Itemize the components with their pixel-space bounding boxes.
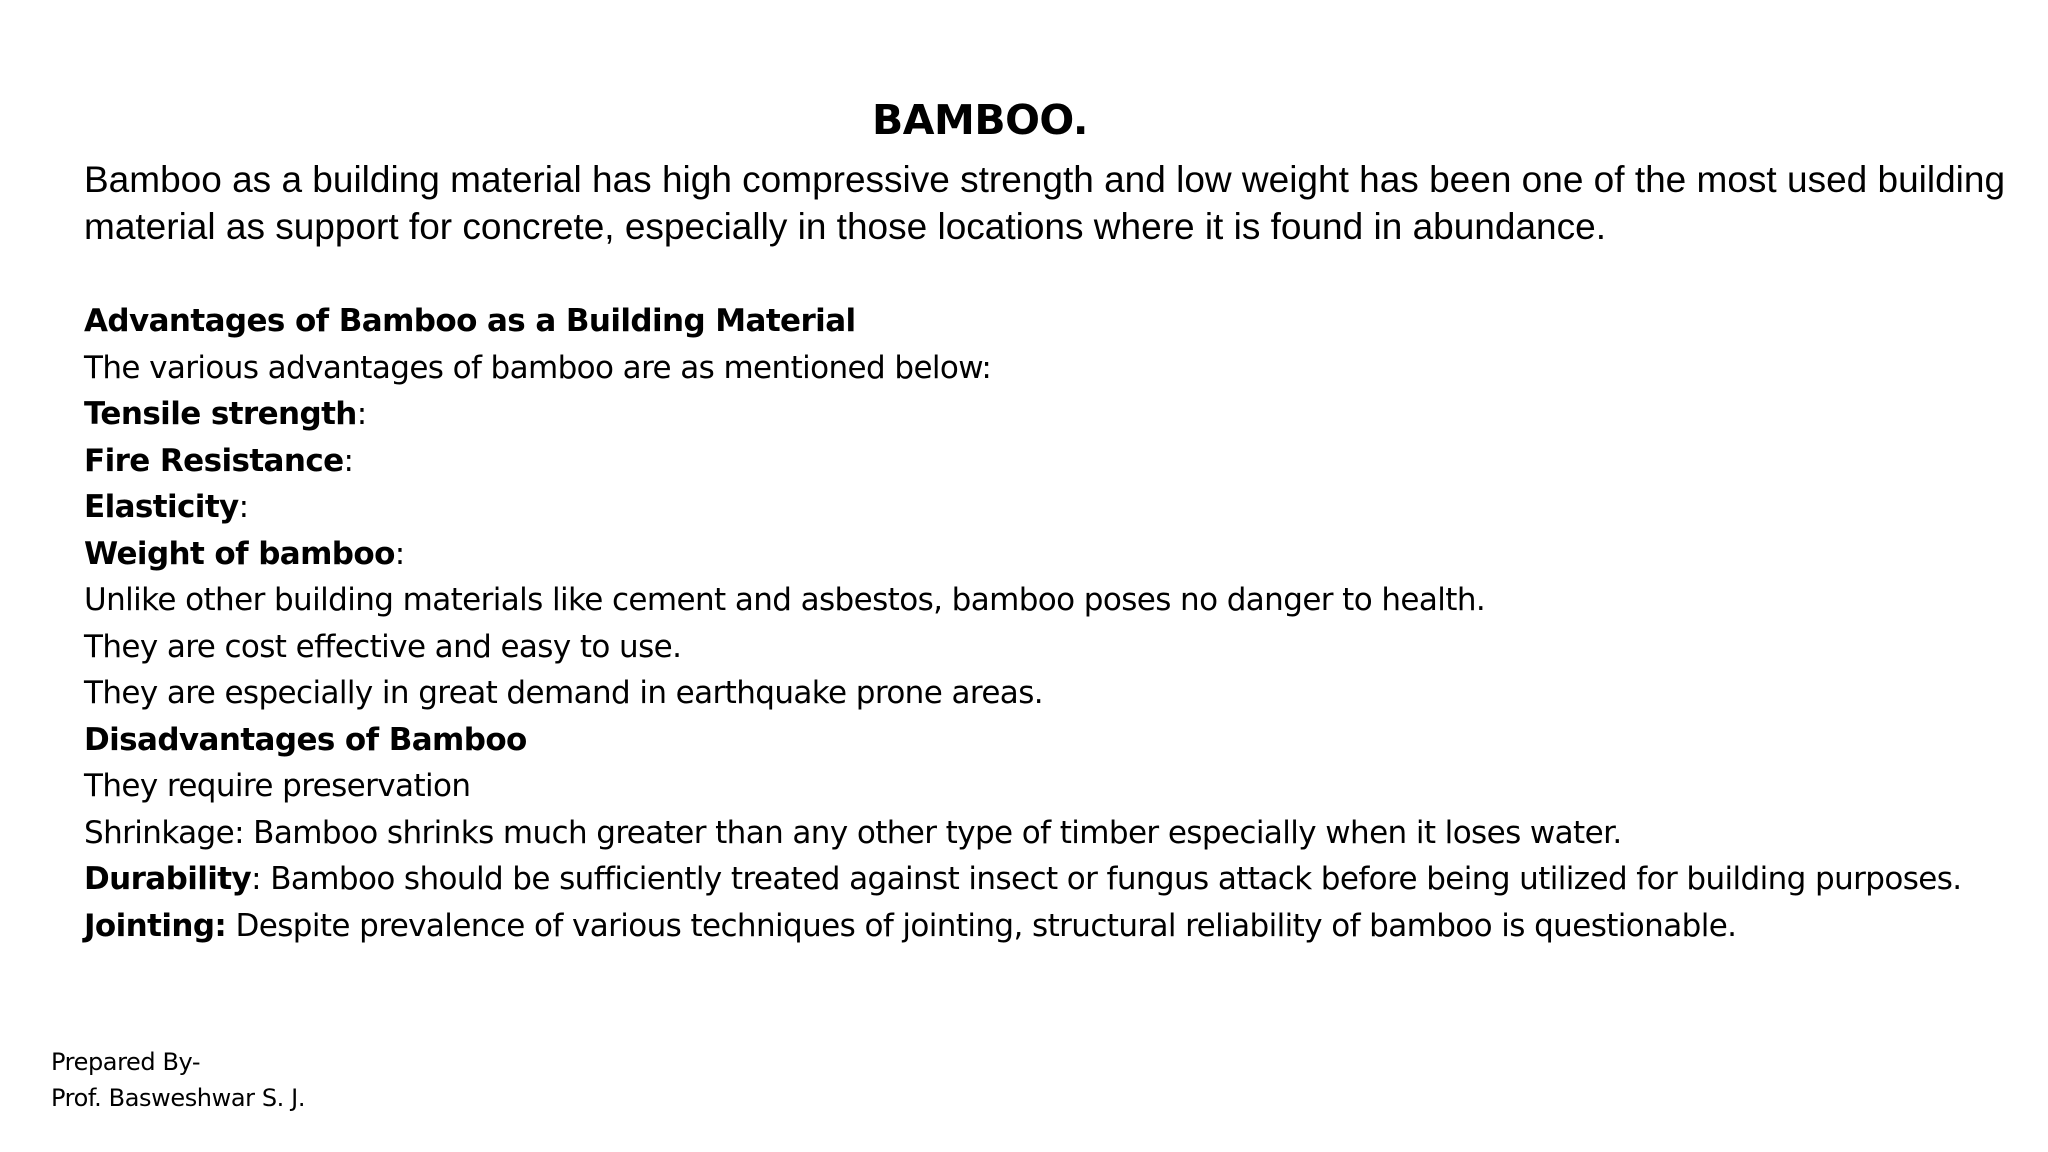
advantage-text: : [356,396,367,432]
advantage-label: Fire Resistance [84,442,344,479]
advantages-lead: The various advantages of bamboo are as mentioned below: [84,349,992,386]
advantage-note: They are especially in great demand in earthquake prone areas. [84,675,1043,711]
advantage-note: Unlike other building materials like cement and asbestos, bamboo poses no danger to health. [84,582,1486,618]
advantage-item-fire-resistance [84,438,2044,485]
slide-title: BAMBOO. [872,96,1088,144]
advantage-label: Weight of bamboo [84,535,395,572]
advantage-text: : [238,489,249,525]
footer-credit [51,1044,305,1116]
disadvantages-heading: Disadvantages of Bamboo [84,721,527,758]
footer-prepared-by: Prepared By- [51,1048,201,1076]
advantage-label: Tensile strength [84,396,357,432]
disadvantage-item-durability [84,856,2044,903]
footer-author: Prof. Basweshwar S. J. [51,1084,306,1112]
advantage-note: They are cost effective and easy to use. [84,628,682,665]
slide-body [84,298,2044,949]
intro-paragraph: Bamboo as a building material has high compressive strength and low weight has been one of the most used building material as support for concrete, especially in those locations where it is found in abundance. [84,159,2006,247]
advantage-text: : [343,442,354,479]
advantage-label: Elasticity [84,489,239,525]
disadvantage-label: Jointing: [84,907,227,944]
advantage-item-weight [84,531,2044,578]
advantage-text: : [394,535,405,572]
advantage-item-tensile-strength [84,391,2044,438]
disadvantage-label: Durability [84,861,252,897]
disadvantage-item-jointing [84,903,2044,950]
disadvantage-text: Despite prevalence of various techniques of jointing, structural reliability of bamboo is questionable. [226,907,1737,944]
advantage-item-elasticity [84,484,2044,531]
disadvantage-note: They require preservation [84,768,471,804]
advantages-heading: Advantages of Bamboo as a Building Material [84,303,856,339]
disadvantage-note: Shrinkage: Bamboo shrinks much greater than any other type of timber especially when it loses water. [84,814,1622,851]
disadvantage-text: : Bamboo should be sufficiently treated against insect or fungus attack before being utilized for building purposes. [251,861,1962,897]
